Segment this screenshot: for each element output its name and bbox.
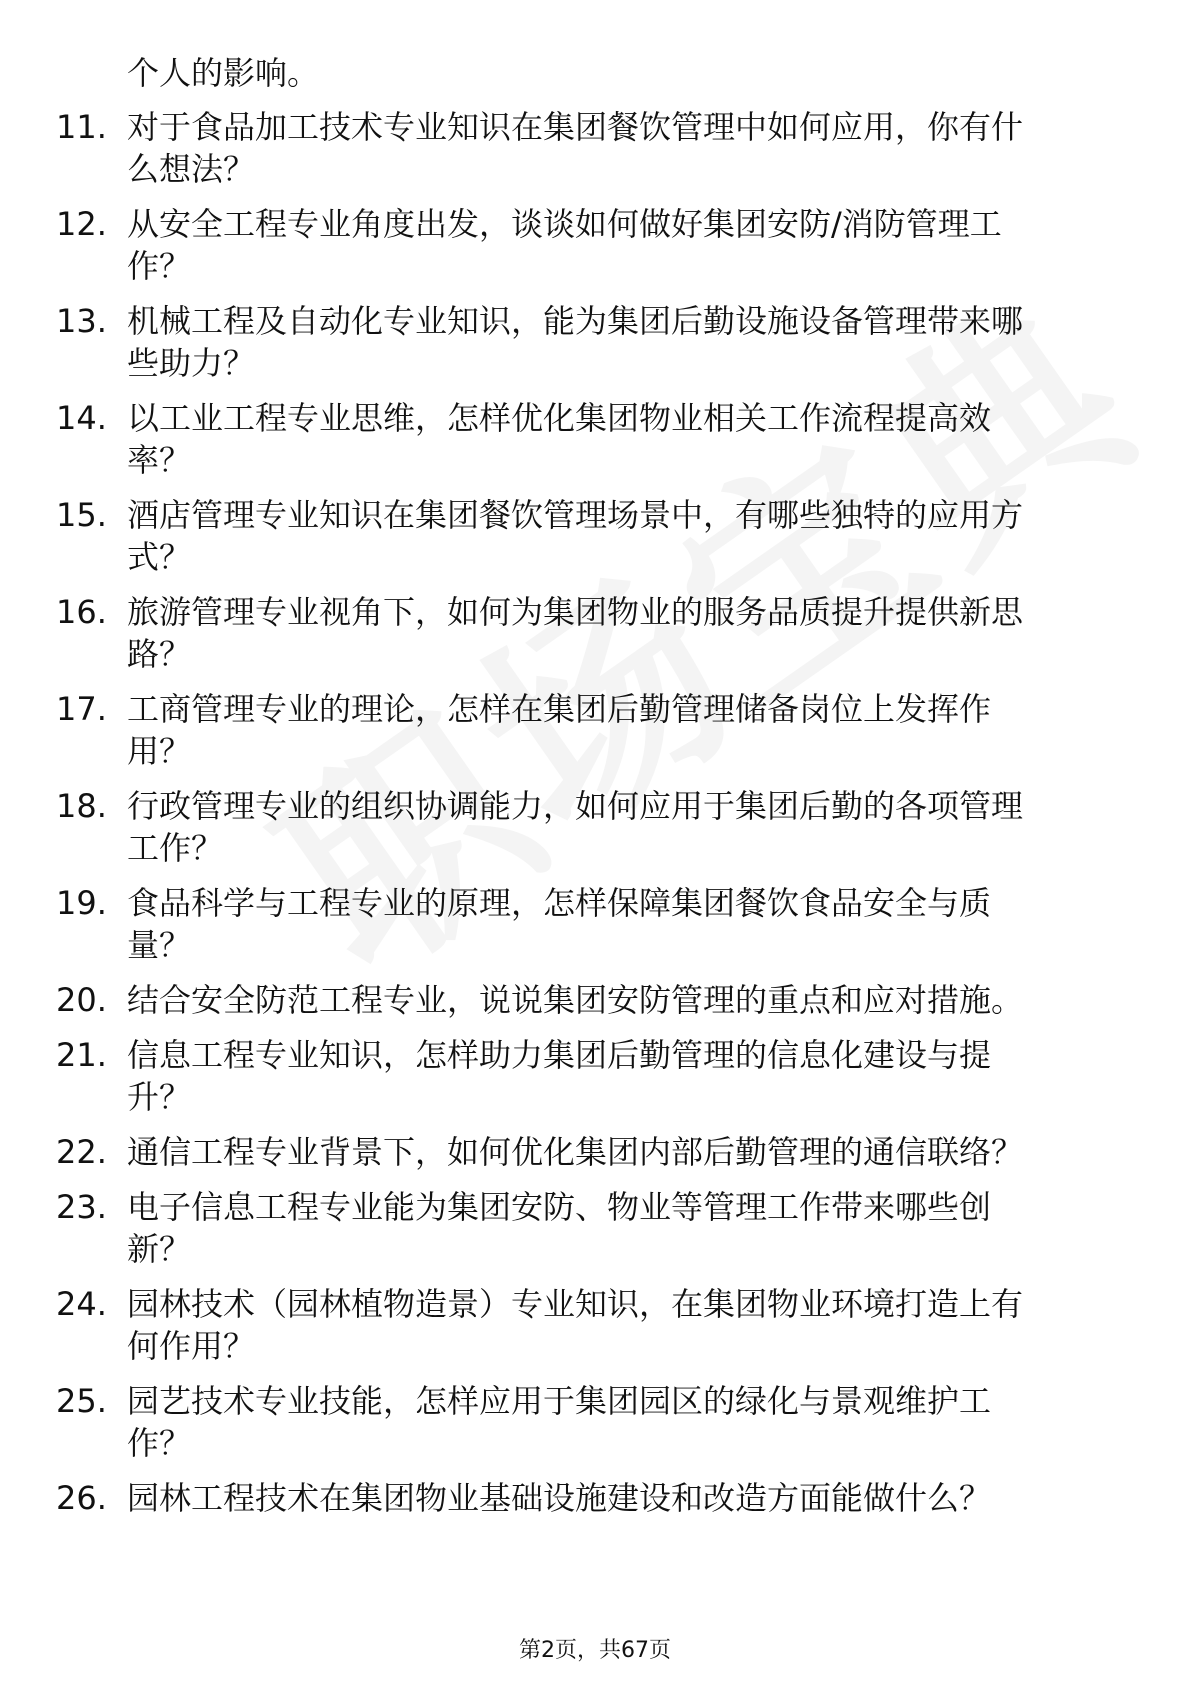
question-text-line: 园林工程技术在集团物业基础设施建设和改造方面能做什么？ (127, 1479, 992, 1517)
question-text-line: 结合安全防范工程专业，说说集团安防管理的重点和应对措施。 (127, 981, 1024, 1019)
continuation-text: 个人的影响。 (127, 54, 320, 92)
question-text-line: 么想法？ (127, 150, 256, 188)
question-text (127, 688, 1112, 772)
question-number: 20. (56, 981, 107, 1019)
question-text-line: 机械工程及自动化专业知识，能为集团后勤设施设备管理带来哪 (127, 302, 1024, 340)
question-text-line: 以工业工程专业思维，怎样优化集团物业相关工作流程提高效 (127, 399, 992, 437)
question-number: 17. (56, 690, 107, 728)
question-text (127, 979, 1112, 1021)
question-number: 21. (56, 1036, 107, 1074)
question-text-line: 工商管理专业的理论，怎样在集团后勤管理储备岗位上发挥作 (127, 690, 992, 728)
question-text (127, 882, 1112, 966)
question-text-line: 酒店管理专业知识在集团餐饮管理场景中，有哪些独特的应用方 (127, 496, 1024, 534)
question-text-line: 从安全工程专业角度出发，谈谈如何做好集团安防/消防管理工 (127, 205, 1002, 243)
question-text-line: 作？ (127, 247, 192, 285)
question-number: 13. (56, 302, 107, 340)
question-text-line: 率？ (127, 441, 192, 479)
question-text (127, 785, 1112, 869)
question-number: 25. (56, 1382, 107, 1420)
question-text-line: 行政管理专业的组织协调能力，如何应用于集团后勤的各项管理 (127, 787, 1024, 825)
question-number: 14. (56, 399, 107, 437)
question-number: 24. (56, 1285, 107, 1323)
question-number: 16. (56, 593, 107, 631)
question-text-line: 新？ (127, 1230, 192, 1268)
page-footer: 第2页，共67页 (519, 1638, 671, 1663)
question-number: 19. (56, 884, 107, 922)
question-text-line: 用？ (127, 732, 192, 770)
question-text-line: 式？ (127, 538, 192, 576)
question-text-line: 些助力？ (127, 344, 256, 382)
question-number: 22. (56, 1133, 107, 1171)
question-text-line: 作？ (127, 1424, 192, 1462)
question-number: 11. (56, 108, 107, 146)
question-text-line: 升？ (127, 1078, 192, 1116)
question-text-line: 电子信息工程专业能为集团安防、物业等管理工作带来哪些创 (127, 1188, 992, 1226)
question-text-line: 信息工程专业知识，怎样助力集团后勤管理的信息化建设与提 (127, 1036, 992, 1074)
question-text (127, 397, 1112, 481)
question-text (127, 1034, 1112, 1118)
question-text (127, 1477, 1112, 1519)
question-text (127, 1283, 1112, 1367)
question-text (127, 300, 1112, 384)
question-text (127, 1380, 1112, 1464)
question-text (127, 203, 1112, 287)
question-text-line: 对于食品加工技术专业知识在集团餐饮管理中如何应用，你有什 (127, 108, 1024, 146)
question-number: 26. (56, 1479, 107, 1517)
question-text-line: 量？ (127, 926, 192, 964)
question-text-line: 工作？ (127, 829, 224, 867)
question-text (127, 1131, 1112, 1173)
question-text-line: 食品科学与工程专业的原理，怎样保障集团餐饮食品安全与质 (127, 884, 992, 922)
question-text (127, 106, 1112, 190)
question-text-line: 园林技术（园林植物造景）专业知识，在集团物业环境打造上有 (127, 1285, 1024, 1323)
question-text (127, 1186, 1112, 1270)
question-text (127, 494, 1112, 578)
question-number: 15. (56, 496, 107, 534)
question-text-line: 何作用？ (127, 1327, 256, 1365)
question-text-line: 通信工程专业背景下，如何优化集团内部后勤管理的通信联络？ (127, 1133, 1024, 1171)
question-text-line: 园艺技术专业技能，怎样应用于集团园区的绿化与景观维护工 (127, 1382, 992, 1420)
question-text-line: 旅游管理专业视角下，如何为集团物业的服务品质提升提供新思 (127, 593, 1024, 631)
question-number: 12. (56, 205, 107, 243)
question-number: 23. (56, 1188, 107, 1226)
question-text-line: 路？ (127, 635, 192, 673)
question-text (127, 591, 1112, 675)
question-number: 18. (56, 787, 107, 825)
